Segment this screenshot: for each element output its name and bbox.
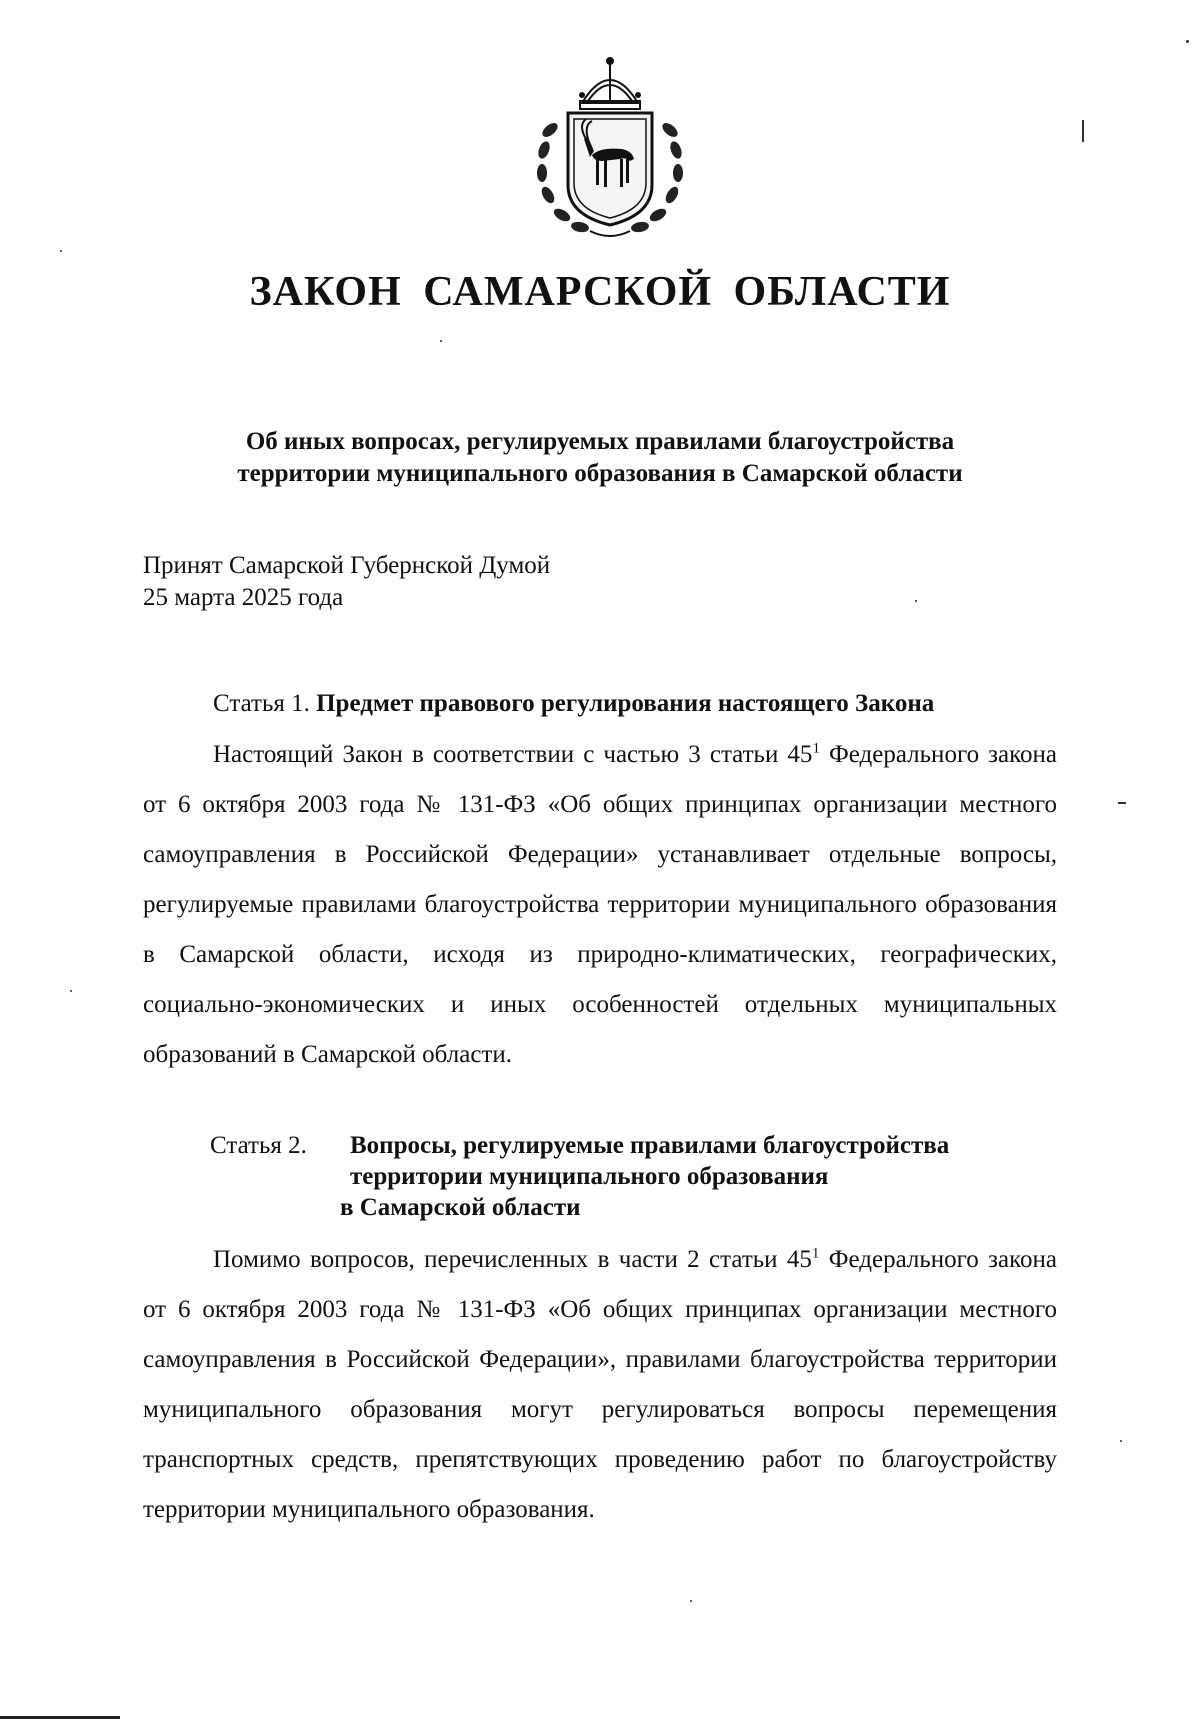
article-2-text bbox=[143, 1235, 1057, 1535]
article-2-title-line: в Самарской области bbox=[340, 1194, 581, 1221]
article-1-number: Статья 1. bbox=[213, 690, 310, 717]
samara-coat-of-arms-icon bbox=[530, 55, 690, 240]
scan-speck bbox=[1186, 40, 1189, 43]
law-title: ЗАКОН САМАРСКОЙ ОБЛАСТИ bbox=[249, 269, 951, 315]
article-2-text-start: Помимо вопросов, перечисленных в части 2 статьи 45 bbox=[213, 1246, 812, 1273]
article-1-heading bbox=[213, 688, 934, 720]
article-1-text-start: Настоящий Закон в соответствии с частью 3 статьи 45 bbox=[213, 741, 813, 768]
article-1-text bbox=[143, 730, 1057, 1080]
article-2-title bbox=[340, 1130, 1070, 1223]
scan-speck bbox=[690, 1600, 692, 1602]
adoption-date: 25 марта 2025 года bbox=[143, 584, 344, 611]
scan-edge-line bbox=[0, 1716, 120, 1719]
article-1-sup: 1 bbox=[812, 740, 820, 757]
article-1-title: Предмет правового регулирования настоящего Закона bbox=[316, 690, 935, 717]
article-2-title-line: Вопросы, регулируемые правилами благоустройства bbox=[350, 1132, 950, 1159]
article-2-number: Статья 2. bbox=[210, 1132, 307, 1159]
scan-speck bbox=[1118, 802, 1126, 804]
scan-speck bbox=[1120, 1440, 1122, 1442]
subtitle-line: Об иных вопросах, регулируемых правилами благоустройства bbox=[245, 428, 955, 455]
scan-speck bbox=[70, 990, 72, 992]
scan-speck bbox=[60, 250, 62, 252]
adoption-info bbox=[143, 550, 550, 614]
article-2-sup: 1 bbox=[811, 1245, 820, 1262]
scan-speck bbox=[440, 340, 442, 342]
scan-speck bbox=[915, 600, 917, 602]
law-subtitle bbox=[0, 426, 1200, 490]
article-2-title-line: территории муниципального образования bbox=[350, 1163, 829, 1190]
article-2-text-rest: Федерального закона от 6 октября 2003 года № 131-ФЗ «Об общих принципах организации местного самоуправления в Российской Федерации», правилами благоустройства территории муниципального образования могут регулироваться вопросы перемещения транспортных средств, препятствующих проведению работ по благоустройству территории муниципального образования. bbox=[143, 1246, 1057, 1523]
subtitle-line: территории муниципального образования в Самарской области bbox=[237, 460, 963, 487]
adopted-by: Принят Самарской Губернской Думой bbox=[143, 552, 551, 579]
scan-speck bbox=[1082, 120, 1084, 142]
article-1-text-rest: Федерального закона от 6 октября 2003 года № 131-ФЗ «Об общих принципах организации местного самоуправления в Российской Федерации» устанавливает отдельные вопросы, регулируемые правилами благоустройства территории муниципального образования в Самарской области, исходя из природно-климатических, географических, социально-экономических и иных особенностей отдельных муниципальных образований в Самарской области. bbox=[143, 741, 1057, 1068]
